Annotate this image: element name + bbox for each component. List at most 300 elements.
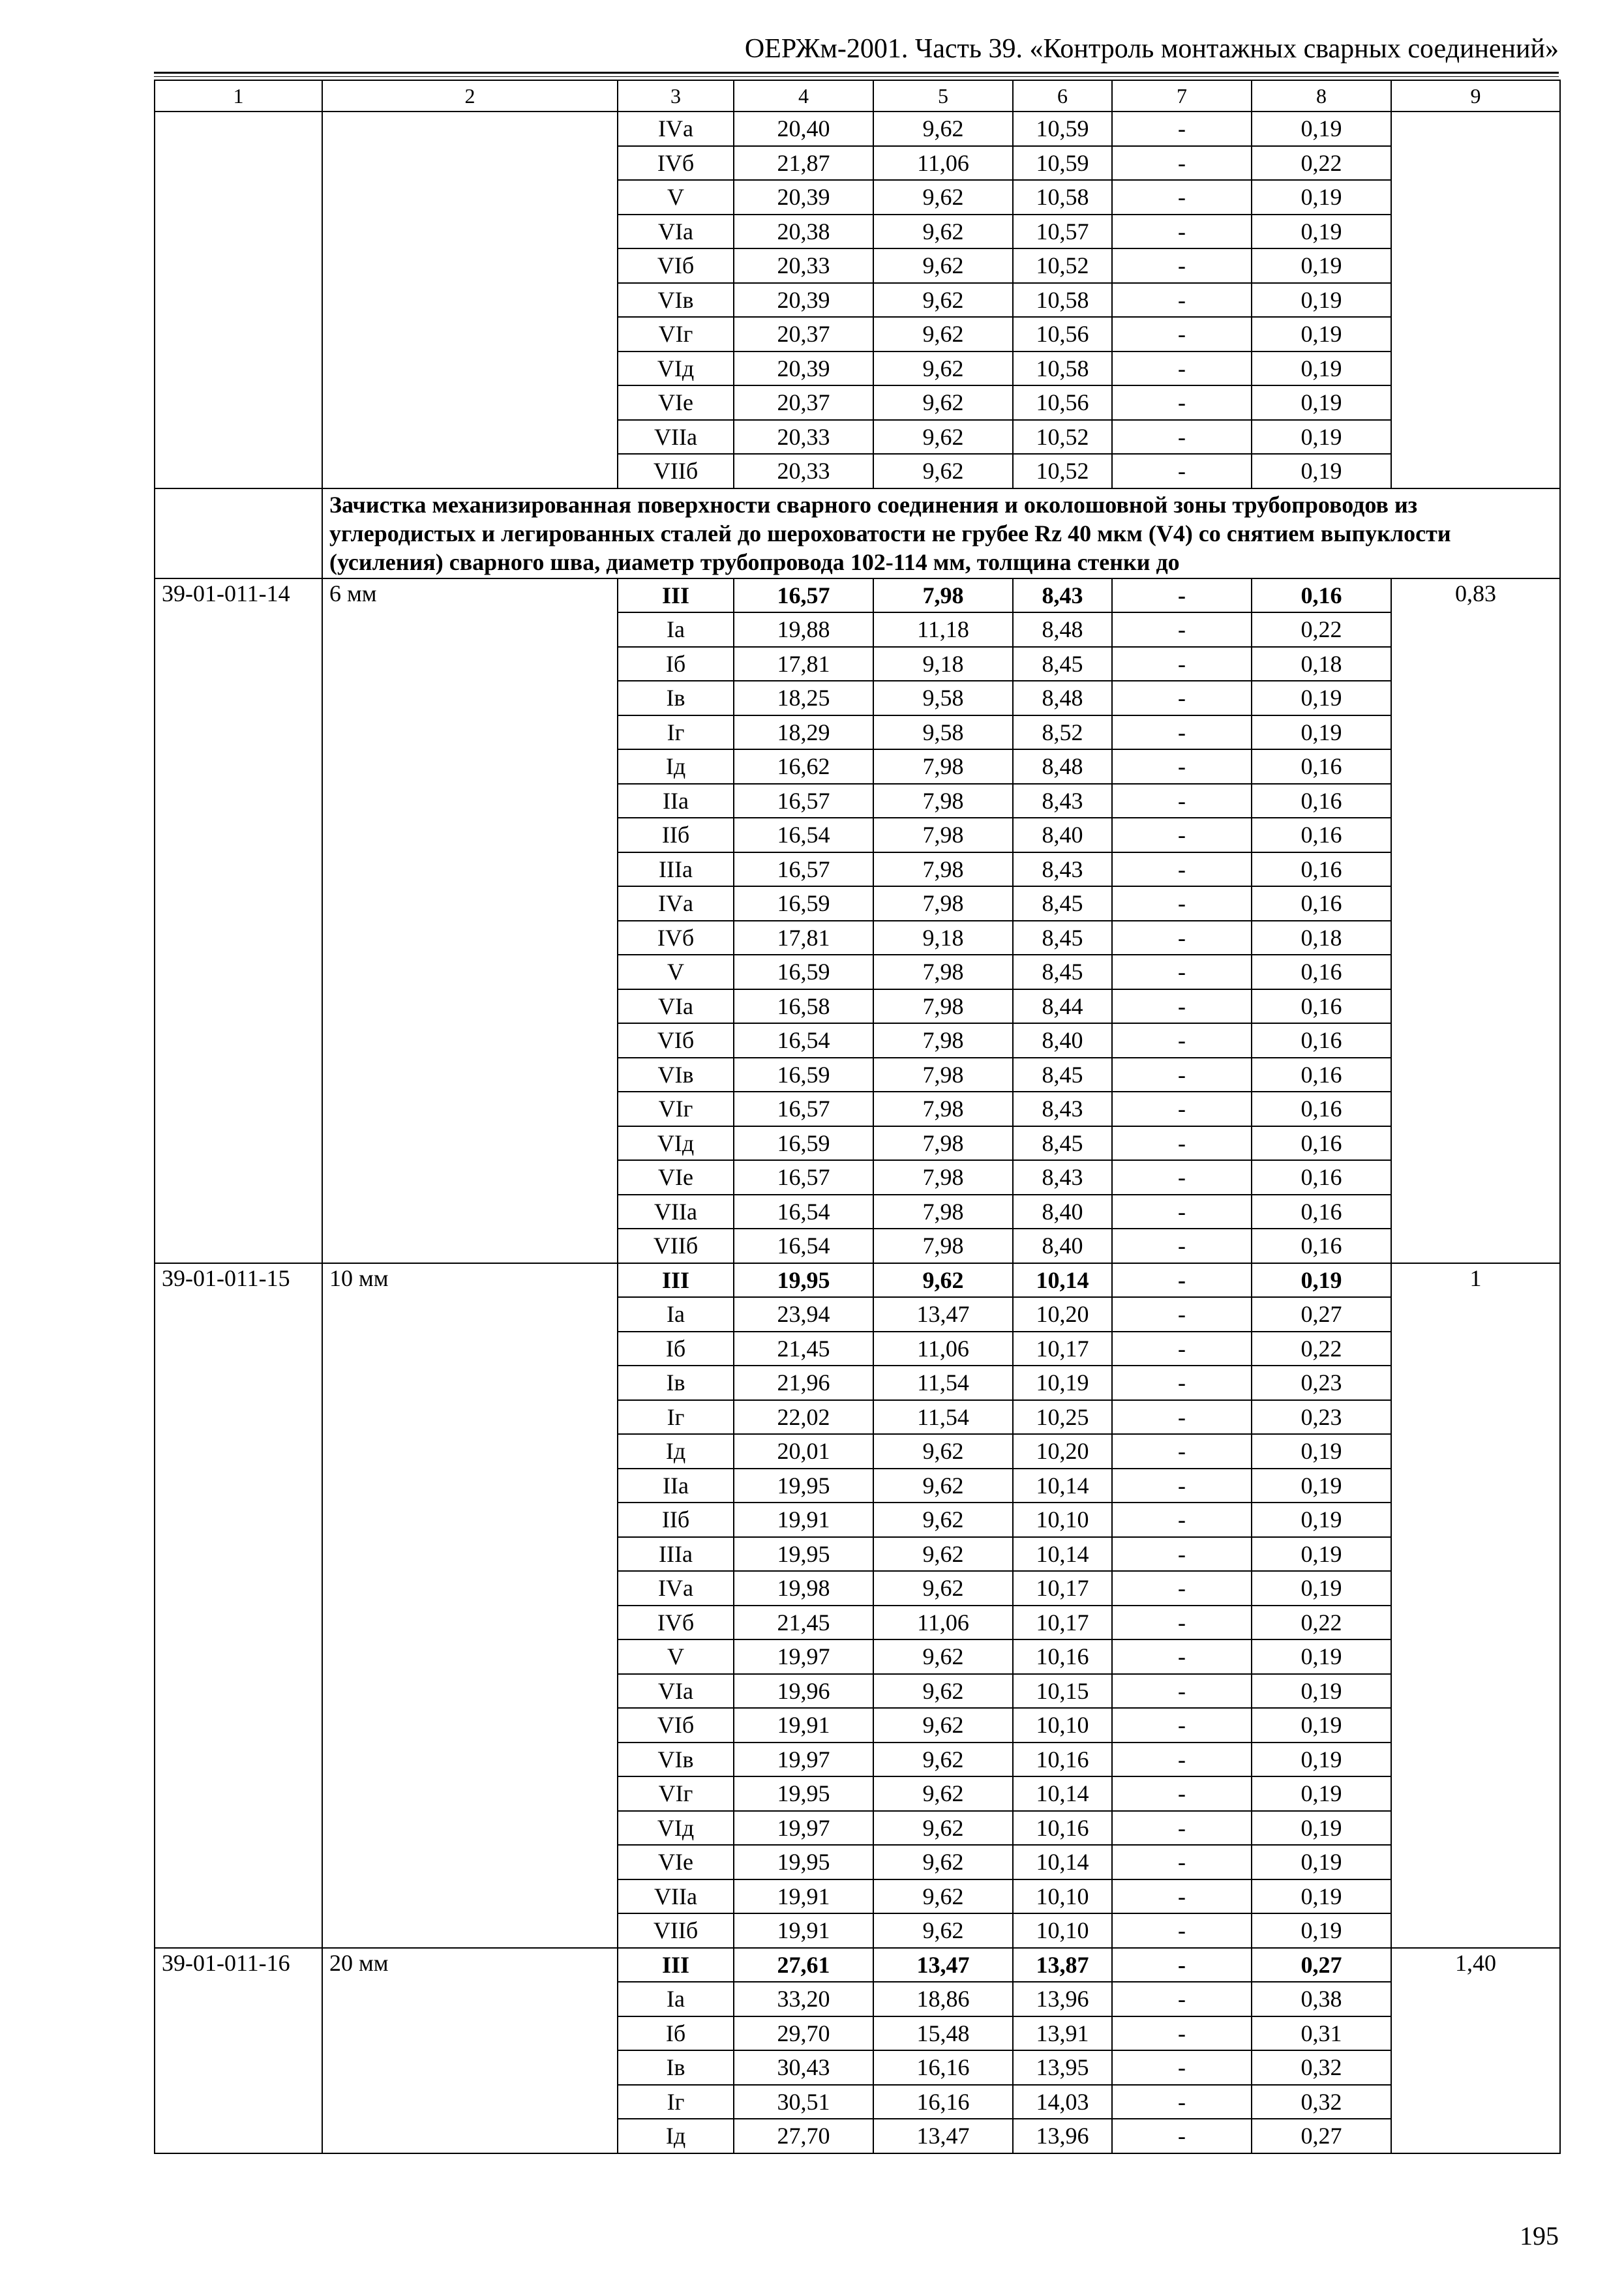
resource-category: VIб bbox=[618, 1708, 734, 1743]
resource-category: VIIб bbox=[618, 1913, 734, 1948]
col-8-value: 0,19 bbox=[1252, 1913, 1391, 1948]
col-7-value: - bbox=[1112, 2050, 1252, 2085]
col-6-value: 10,56 bbox=[1013, 317, 1112, 352]
column-header: 9 bbox=[1391, 80, 1560, 112]
col-4-value: 18,25 bbox=[734, 681, 873, 715]
col-4-value: 16,54 bbox=[734, 1229, 873, 1263]
col-4-value: 23,94 bbox=[734, 1297, 873, 1332]
column-header: 3 bbox=[618, 80, 734, 112]
col-4-value: 21,87 bbox=[734, 146, 873, 181]
col-6-value: 13,95 bbox=[1013, 2050, 1112, 2085]
col-7-value: - bbox=[1112, 420, 1252, 455]
col-8-value: 0,19 bbox=[1252, 352, 1391, 386]
col-5-value: 9,62 bbox=[873, 248, 1013, 283]
resource-category: V bbox=[618, 1639, 734, 1674]
col-6-value: 10,59 bbox=[1013, 146, 1112, 181]
resource-category: Iв bbox=[618, 681, 734, 715]
col-7-value: - bbox=[1112, 1845, 1252, 1879]
col-5-value: 9,62 bbox=[873, 1639, 1013, 1674]
col-8-value: 0,19 bbox=[1252, 1674, 1391, 1709]
col-6-value: 8,43 bbox=[1013, 784, 1112, 818]
col-5-value: 11,06 bbox=[873, 1606, 1013, 1640]
col-6-value: 10,25 bbox=[1013, 1400, 1112, 1435]
col-4-value: 22,02 bbox=[734, 1400, 873, 1435]
col-5-value: 7,98 bbox=[873, 1195, 1013, 1229]
col-7-value: - bbox=[1112, 1606, 1252, 1640]
resource-category: IVб bbox=[618, 921, 734, 955]
col-8-value: 0,16 bbox=[1252, 1058, 1391, 1092]
col-8-value: 0,16 bbox=[1252, 886, 1391, 921]
col-8-value: 0,19 bbox=[1252, 317, 1391, 352]
col-5-value: 18,86 bbox=[873, 1982, 1013, 2016]
col-8-value: 0,19 bbox=[1252, 715, 1391, 750]
col-8-value: 0,16 bbox=[1252, 749, 1391, 784]
col-6-value: 8,48 bbox=[1013, 749, 1112, 784]
col-6-value: 10,58 bbox=[1013, 352, 1112, 386]
resource-category: Iг bbox=[618, 2085, 734, 2119]
col-8-value: 0,19 bbox=[1252, 1811, 1391, 1846]
code-cell-empty bbox=[155, 112, 322, 488]
col-5-value: 11,18 bbox=[873, 612, 1013, 647]
col-5-value: 9,62 bbox=[873, 1743, 1013, 1777]
col-7-value: - bbox=[1112, 852, 1252, 887]
col-8-value: 0,19 bbox=[1252, 180, 1391, 215]
col-8-value: 0,23 bbox=[1252, 1400, 1391, 1435]
col-8-value: 0,16 bbox=[1252, 1229, 1391, 1263]
col-8-value: 0,19 bbox=[1252, 1537, 1391, 1572]
col-6-value: 8,45 bbox=[1013, 955, 1112, 989]
header-rule bbox=[154, 72, 1559, 77]
col-8-value: 0,19 bbox=[1252, 1469, 1391, 1503]
col-6-value: 10,15 bbox=[1013, 1674, 1112, 1709]
col-7-value: - bbox=[1112, 921, 1252, 955]
col-4-value: 18,29 bbox=[734, 715, 873, 750]
col-7-value: - bbox=[1112, 1879, 1252, 1914]
col-6-value: 10,14 bbox=[1013, 1845, 1112, 1879]
col-4-value: 19,95 bbox=[734, 1845, 873, 1879]
resource-category: Iб bbox=[618, 2016, 734, 2051]
col-7-value: - bbox=[1112, 146, 1252, 181]
col-7-value: - bbox=[1112, 1434, 1252, 1469]
col-6-value: 14,03 bbox=[1013, 2085, 1112, 2119]
col-5-value: 9,62 bbox=[873, 1503, 1013, 1537]
resource-category: VIв bbox=[618, 1058, 734, 1092]
resource-category: VIе bbox=[618, 1160, 734, 1195]
col-5-value: 9,62 bbox=[873, 454, 1013, 488]
section-title: Зачистка механизированная поверхности сварного соединения и околошовной зоны трубопроводов из углеродистых и легированных сталей до шероховатости не грубее Rz 40 мкм (V4) со снятием выпуклости (усиления) сварного шва, диаметр трубопровода 102-114 мм, толщина стенки до bbox=[322, 488, 1560, 578]
col-6-value: 8,52 bbox=[1013, 715, 1112, 750]
resource-category: Iд bbox=[618, 1434, 734, 1469]
norm-name: 6 мм bbox=[322, 578, 618, 1263]
col-5-value: 9,18 bbox=[873, 921, 1013, 955]
resource-category: VIе bbox=[618, 1845, 734, 1879]
col-4-value: 20,40 bbox=[734, 112, 873, 146]
column-header: 6 bbox=[1013, 80, 1112, 112]
resource-category: V bbox=[618, 955, 734, 989]
col-5-value: 9,62 bbox=[873, 1845, 1013, 1879]
col-7-value: - bbox=[1112, 1537, 1252, 1572]
col-8-value: 0,19 bbox=[1252, 1776, 1391, 1811]
col-5-value: 7,98 bbox=[873, 886, 1013, 921]
col-7-value: - bbox=[1112, 1160, 1252, 1195]
col-4-value: 16,57 bbox=[734, 852, 873, 887]
col-5-value: 9,62 bbox=[873, 1913, 1013, 1948]
col-4-value: 17,81 bbox=[734, 647, 873, 681]
col-5-value: 9,62 bbox=[873, 1674, 1013, 1709]
resource-category: VIв bbox=[618, 1743, 734, 1777]
column-number-row bbox=[155, 80, 1560, 112]
col-7-value: - bbox=[1112, 1366, 1252, 1400]
col-6-value: 13,87 bbox=[1013, 1948, 1112, 1982]
col-8-value: 0,32 bbox=[1252, 2050, 1391, 2085]
resource-category: IVб bbox=[618, 1606, 734, 1640]
col-4-value: 20,33 bbox=[734, 420, 873, 455]
col-5-value: 9,18 bbox=[873, 647, 1013, 681]
col-8-value: 0,19 bbox=[1252, 420, 1391, 455]
col-4-value: 19,91 bbox=[734, 1879, 873, 1914]
column-header: 2 bbox=[322, 80, 618, 112]
col-8-value: 0,16 bbox=[1252, 1126, 1391, 1161]
col-7-value: - bbox=[1112, 1229, 1252, 1263]
col-8-value: 0,27 bbox=[1252, 2119, 1391, 2153]
col-8-value: 0,19 bbox=[1252, 454, 1391, 488]
col-6-value: 8,45 bbox=[1013, 1058, 1112, 1092]
col-5-value: 7,98 bbox=[873, 989, 1013, 1024]
resource-category: VIIб bbox=[618, 1229, 734, 1263]
col-4-value: 16,58 bbox=[734, 989, 873, 1024]
col-9-value: 1 bbox=[1391, 1263, 1560, 1948]
col-8-value: 0,23 bbox=[1252, 1366, 1391, 1400]
col-8-value: 0,19 bbox=[1252, 1639, 1391, 1674]
col-8-value: 0,22 bbox=[1252, 146, 1391, 181]
col-8-value: 0,27 bbox=[1252, 1948, 1391, 1982]
resource-category: IVа bbox=[618, 112, 734, 146]
col-6-value: 10,14 bbox=[1013, 1537, 1112, 1572]
col-6-value: 8,45 bbox=[1013, 1126, 1112, 1161]
col-6-value: 10,19 bbox=[1013, 1366, 1112, 1400]
col-5-value: 9,62 bbox=[873, 112, 1013, 146]
col-6-value: 8,45 bbox=[1013, 886, 1112, 921]
resource-category: Iб bbox=[618, 1332, 734, 1366]
col-4-value: 16,57 bbox=[734, 578, 873, 613]
col-6-value: 8,40 bbox=[1013, 1229, 1112, 1263]
col-8-value: 0,19 bbox=[1252, 1845, 1391, 1879]
col-8-value: 0,19 bbox=[1252, 283, 1391, 318]
col-6-value: 10,20 bbox=[1013, 1297, 1112, 1332]
col-8-value: 0,19 bbox=[1252, 215, 1391, 249]
col-6-value: 8,48 bbox=[1013, 681, 1112, 715]
col-6-value: 13,91 bbox=[1013, 2016, 1112, 2051]
col-5-value: 9,62 bbox=[873, 1537, 1013, 1572]
col-7-value: - bbox=[1112, 647, 1252, 681]
col-4-value: 19,97 bbox=[734, 1639, 873, 1674]
col-7-value: - bbox=[1112, 1126, 1252, 1161]
resource-category: III bbox=[618, 578, 734, 613]
col-9-value: 0,83 bbox=[1391, 578, 1560, 1263]
col-5-value: 9,62 bbox=[873, 385, 1013, 420]
col-6-value: 8,44 bbox=[1013, 989, 1112, 1024]
resource-category: IIIа bbox=[618, 1537, 734, 1572]
col-6-value: 10,52 bbox=[1013, 420, 1112, 455]
resource-category: VIIа bbox=[618, 420, 734, 455]
col-4-value: 19,97 bbox=[734, 1811, 873, 1846]
col-7-value: - bbox=[1112, 1674, 1252, 1709]
col-4-value: 16,59 bbox=[734, 1058, 873, 1092]
col-5-value: 9,62 bbox=[873, 283, 1013, 318]
col-6-value: 10,16 bbox=[1013, 1639, 1112, 1674]
col-5-value: 7,98 bbox=[873, 1092, 1013, 1126]
col-5-value: 16,16 bbox=[873, 2050, 1013, 2085]
norm-code: 39-01-011-16 bbox=[155, 1948, 322, 2153]
col-5-value: 9,62 bbox=[873, 1708, 1013, 1743]
col-7-value: - bbox=[1112, 454, 1252, 488]
col-7-value: - bbox=[1112, 1982, 1252, 2016]
col-4-value: 19,95 bbox=[734, 1469, 873, 1503]
resource-category: VIIб bbox=[618, 454, 734, 488]
col-4-value: 27,61 bbox=[734, 1948, 873, 1982]
col-6-value: 10,17 bbox=[1013, 1606, 1112, 1640]
col-5-value: 11,54 bbox=[873, 1400, 1013, 1435]
resource-category: Iв bbox=[618, 1366, 734, 1400]
col-5-value: 9,58 bbox=[873, 681, 1013, 715]
resource-category: VIIа bbox=[618, 1879, 734, 1914]
col-8-value: 0,31 bbox=[1252, 2016, 1391, 2051]
col-4-value: 19,96 bbox=[734, 1674, 873, 1709]
col-8-value: 0,16 bbox=[1252, 818, 1391, 852]
col-7-value: - bbox=[1112, 715, 1252, 750]
col-8-value: 0,19 bbox=[1252, 1571, 1391, 1606]
col-8-value: 0,16 bbox=[1252, 989, 1391, 1024]
col-6-value: 10,56 bbox=[1013, 385, 1112, 420]
col-4-value: 33,20 bbox=[734, 1982, 873, 2016]
col-4-value: 16,62 bbox=[734, 749, 873, 784]
col-6-value: 8,45 bbox=[1013, 647, 1112, 681]
col-5-value: 11,06 bbox=[873, 146, 1013, 181]
col-5-value: 9,62 bbox=[873, 180, 1013, 215]
resource-category: VIб bbox=[618, 248, 734, 283]
resource-category: IIб bbox=[618, 818, 734, 852]
table-row-summary bbox=[155, 578, 1560, 613]
resource-category: Iв bbox=[618, 2050, 734, 2085]
col-5-value: 11,06 bbox=[873, 1332, 1013, 1366]
col-5-value: 9,62 bbox=[873, 420, 1013, 455]
col-5-value: 7,98 bbox=[873, 749, 1013, 784]
resource-category: Iг bbox=[618, 1400, 734, 1435]
resource-category: IVа bbox=[618, 886, 734, 921]
col-6-value: 10,59 bbox=[1013, 112, 1112, 146]
col-7-value: - bbox=[1112, 1297, 1252, 1332]
col-7-value: - bbox=[1112, 1743, 1252, 1777]
col-4-value: 20,01 bbox=[734, 1434, 873, 1469]
resource-category: VIг bbox=[618, 1092, 734, 1126]
col-6-value: 10,20 bbox=[1013, 1434, 1112, 1469]
col-7-value: - bbox=[1112, 1913, 1252, 1948]
col-5-value: 7,98 bbox=[873, 1126, 1013, 1161]
resource-category: III bbox=[618, 1263, 734, 1298]
col-8-value: 0,19 bbox=[1252, 1263, 1391, 1298]
col-7-value: - bbox=[1112, 2085, 1252, 2119]
col-7-value: - bbox=[1112, 248, 1252, 283]
column-header: 7 bbox=[1112, 80, 1252, 112]
column-header: 5 bbox=[873, 80, 1013, 112]
col-6-value: 10,14 bbox=[1013, 1776, 1112, 1811]
resource-category: VIб bbox=[618, 1023, 734, 1058]
norm-code: 39-01-011-14 bbox=[155, 578, 322, 1263]
resource-category: IVб bbox=[618, 146, 734, 181]
norm-name: 10 мм bbox=[322, 1263, 618, 1948]
col-6-value: 13,96 bbox=[1013, 1982, 1112, 2016]
col-6-value: 10,57 bbox=[1013, 215, 1112, 249]
col-5-value: 11,54 bbox=[873, 1366, 1013, 1400]
col-8-value: 0,22 bbox=[1252, 1606, 1391, 1640]
col-8-value: 0,16 bbox=[1252, 1160, 1391, 1195]
col-8-value: 0,19 bbox=[1252, 1708, 1391, 1743]
col-5-value: 9,58 bbox=[873, 715, 1013, 750]
col-8-value: 0,19 bbox=[1252, 1879, 1391, 1914]
col-5-value: 16,16 bbox=[873, 2085, 1013, 2119]
resource-category: VIд bbox=[618, 1811, 734, 1846]
col-6-value: 10,10 bbox=[1013, 1879, 1112, 1914]
col-5-value: 7,98 bbox=[873, 1229, 1013, 1263]
col-5-value: 13,47 bbox=[873, 1297, 1013, 1332]
col-7-value: - bbox=[1112, 215, 1252, 249]
resource-category: Iб bbox=[618, 647, 734, 681]
resource-category: IIIа bbox=[618, 852, 734, 887]
col-5-value: 9,62 bbox=[873, 1469, 1013, 1503]
col-6-value: 10,10 bbox=[1013, 1503, 1112, 1537]
col-4-value: 21,45 bbox=[734, 1606, 873, 1640]
resource-category: VIIа bbox=[618, 1195, 734, 1229]
section-row bbox=[155, 488, 1560, 578]
col-7-value: - bbox=[1112, 681, 1252, 715]
col-8-value: 0,19 bbox=[1252, 385, 1391, 420]
col-8-value: 0,16 bbox=[1252, 955, 1391, 989]
resource-category: V bbox=[618, 180, 734, 215]
col-8-value: 0,16 bbox=[1252, 1092, 1391, 1126]
col-4-value: 20,39 bbox=[734, 180, 873, 215]
col-5-value: 9,62 bbox=[873, 1571, 1013, 1606]
col-5-value: 9,62 bbox=[873, 1263, 1013, 1298]
col-6-value: 8,40 bbox=[1013, 1195, 1112, 1229]
resource-category: IIб bbox=[618, 1503, 734, 1537]
col-8-value: 0,19 bbox=[1252, 1503, 1391, 1537]
norm-code: 39-01-011-15 bbox=[155, 1263, 322, 1948]
col-6-value: 8,43 bbox=[1013, 1160, 1112, 1195]
col-4-value: 19,97 bbox=[734, 1743, 873, 1777]
col-5-value: 9,62 bbox=[873, 1776, 1013, 1811]
col-6-value: 8,40 bbox=[1013, 1023, 1112, 1058]
col-7-value: - bbox=[1112, 1400, 1252, 1435]
name-cell-empty bbox=[322, 112, 618, 488]
col-8-value: 0,16 bbox=[1252, 852, 1391, 887]
col-6-value: 10,52 bbox=[1013, 454, 1112, 488]
col-8-value: 0,19 bbox=[1252, 248, 1391, 283]
col-7-value: - bbox=[1112, 1639, 1252, 1674]
col-4-value: 16,59 bbox=[734, 955, 873, 989]
col-5-value: 9,62 bbox=[873, 215, 1013, 249]
resource-category: III bbox=[618, 1948, 734, 1982]
col-6-value: 10,14 bbox=[1013, 1263, 1112, 1298]
col-7-value: - bbox=[1112, 818, 1252, 852]
col-8-value: 0,19 bbox=[1252, 112, 1391, 146]
col-5-value: 13,47 bbox=[873, 2119, 1013, 2153]
col-7-value: - bbox=[1112, 989, 1252, 1024]
col-4-value: 19,95 bbox=[734, 1776, 873, 1811]
col-6-value: 10,52 bbox=[1013, 248, 1112, 283]
col-5-value: 9,62 bbox=[873, 1879, 1013, 1914]
col-4-value: 16,54 bbox=[734, 818, 873, 852]
col-6-value: 8,43 bbox=[1013, 852, 1112, 887]
col-7-value: - bbox=[1112, 1469, 1252, 1503]
col-6-value: 10,10 bbox=[1013, 1913, 1112, 1948]
col-7-value: - bbox=[1112, 1023, 1252, 1058]
column-header: 8 bbox=[1252, 80, 1391, 112]
col-4-value: 16,59 bbox=[734, 1126, 873, 1161]
col-5-value: 9,62 bbox=[873, 1811, 1013, 1846]
resource-category: VIа bbox=[618, 215, 734, 249]
resource-category: IIа bbox=[618, 1469, 734, 1503]
col-8-value: 0,16 bbox=[1252, 784, 1391, 818]
resource-category: Iг bbox=[618, 715, 734, 750]
col-8-value: 0,19 bbox=[1252, 1434, 1391, 1469]
col-4-value: 20,37 bbox=[734, 385, 873, 420]
col-7-value: - bbox=[1112, 283, 1252, 318]
col-4-value: 20,39 bbox=[734, 352, 873, 386]
col-8-value: 0,16 bbox=[1252, 1195, 1391, 1229]
col-4-value: 16,59 bbox=[734, 886, 873, 921]
col-8-value: 0,18 bbox=[1252, 921, 1391, 955]
col-7-value: - bbox=[1112, 612, 1252, 647]
col-8-value: 0,32 bbox=[1252, 2085, 1391, 2119]
resource-category: VIг bbox=[618, 317, 734, 352]
col-8-value: 0,22 bbox=[1252, 612, 1391, 647]
section-code-empty bbox=[155, 488, 322, 578]
table-body bbox=[155, 112, 1560, 2153]
resource-category: VIг bbox=[618, 1776, 734, 1811]
col-7-value: - bbox=[1112, 2119, 1252, 2153]
norms-table bbox=[154, 80, 1561, 2154]
col-4-value: 17,81 bbox=[734, 921, 873, 955]
col-5-value: 9,62 bbox=[873, 1434, 1013, 1469]
col-5-value: 9,62 bbox=[873, 317, 1013, 352]
col-7-value: - bbox=[1112, 1058, 1252, 1092]
col-4-value: 19,91 bbox=[734, 1708, 873, 1743]
col-5-value: 13,47 bbox=[873, 1948, 1013, 1982]
running-header: ОЕРЖм-2001. Часть 39. «Контроль монтажных сварных соединений» bbox=[744, 34, 1559, 64]
resource-category: Iд bbox=[618, 749, 734, 784]
col-5-value: 7,98 bbox=[873, 818, 1013, 852]
col-5-value: 7,98 bbox=[873, 955, 1013, 989]
col-6-value: 10,14 bbox=[1013, 1469, 1112, 1503]
resource-category: Iа bbox=[618, 1982, 734, 2016]
col-6-value: 10,16 bbox=[1013, 1811, 1112, 1846]
col-6-value: 8,43 bbox=[1013, 1092, 1112, 1126]
col-8-value: 0,16 bbox=[1252, 1023, 1391, 1058]
col-8-value: 0,27 bbox=[1252, 1297, 1391, 1332]
col-4-value: 19,95 bbox=[734, 1263, 873, 1298]
col-4-value: 20,37 bbox=[734, 317, 873, 352]
col-4-value: 19,91 bbox=[734, 1913, 873, 1948]
col-6-value: 10,58 bbox=[1013, 180, 1112, 215]
col-5-value: 7,98 bbox=[873, 852, 1013, 887]
col-4-value: 19,95 bbox=[734, 1537, 873, 1572]
col-6-value: 10,16 bbox=[1013, 1743, 1112, 1777]
resource-category: Iа bbox=[618, 612, 734, 647]
col-4-value: 30,51 bbox=[734, 2085, 873, 2119]
col-4-value: 21,96 bbox=[734, 1366, 873, 1400]
col-4-value: 19,91 bbox=[734, 1503, 873, 1537]
resource-category: VIд bbox=[618, 352, 734, 386]
